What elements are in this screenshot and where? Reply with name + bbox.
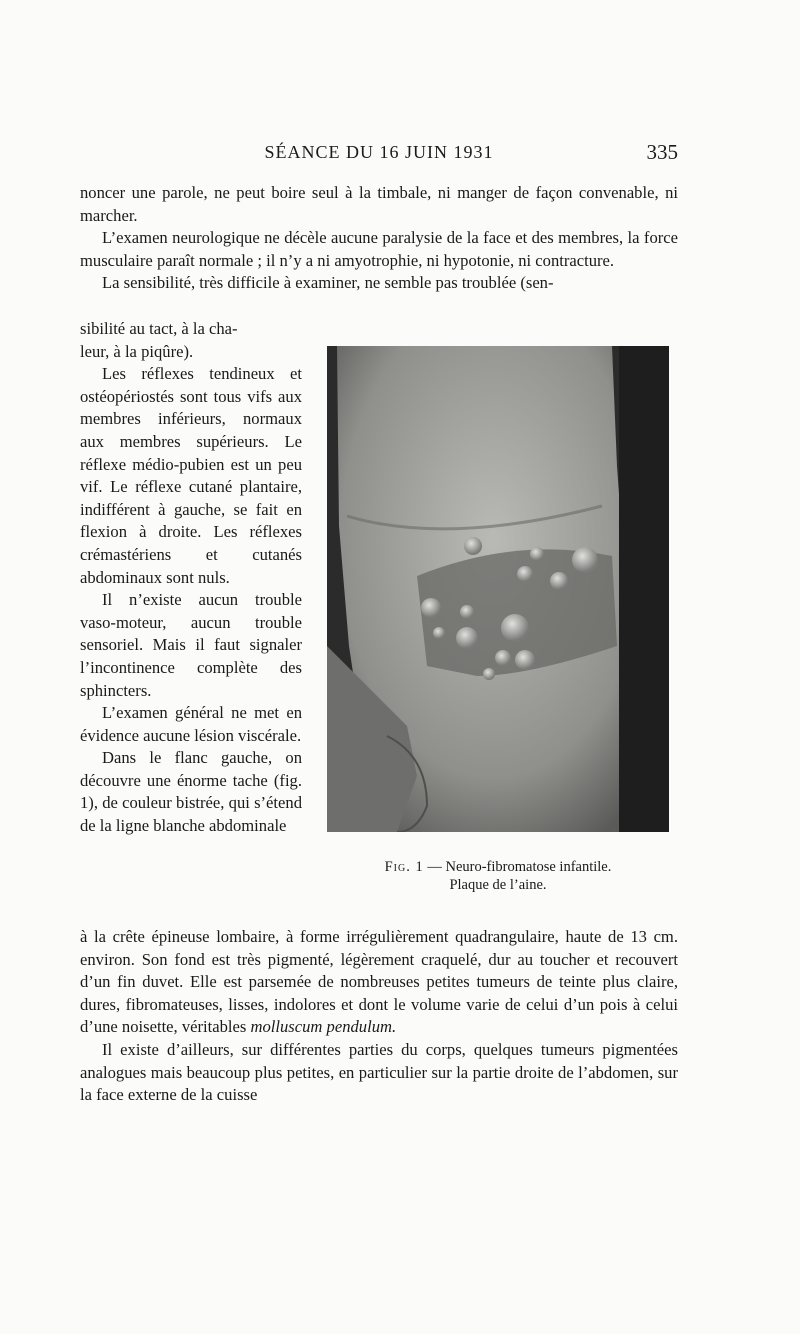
- molluscum-term: molluscum pendulum.: [250, 1017, 397, 1037]
- tache-text: à la crête épineuse lombaire, à forme irrégulièrement quadrangulaire, haute de 13 cm. environ. Son fond est très pigmenté, légèrement craquelé, dur au toucher et recouvert d’un fin duvet. Elle est parsemée de nombreuses petites tumeurs de teinte plus claire, dures, fibromateuses, lisses, indolores et dont le volume varie de celui d’un pois à celui d’une noisette, véritables: [80, 927, 678, 1037]
- page-number: 335: [646, 140, 678, 164]
- paragraph-vasomotor: Il n’existe aucun trouble vaso-moteur, aucun trouble sensoriel. Mais il faut signaler l’incontinence complète des sphincters.: [80, 590, 302, 700]
- paragraph-flank: Dans le flanc gauche, on découvre une énorme tache (fig. 1), de couleur bistrée, qui s’étend de la ligne blanche abdominale: [80, 748, 302, 836]
- figure-label: Fig. 1: [384, 859, 424, 875]
- caption-line-1: [327, 858, 669, 876]
- bottom-text-block: [80, 926, 678, 1107]
- caption-title: — Neuro-fibromatose infantile.: [427, 859, 612, 875]
- paragraph-other-tumours: Il existe d’ailleurs, sur différentes parties du corps, quelques tumeurs pigmentées analogues mais beaucoup plus petites, en particulier sur la partie droite de l’abdomen, sur la face externe de la cuisse: [80, 1039, 678, 1105]
- running-title: SÉANCE DU 16 JUIN 1931: [264, 142, 494, 162]
- left-line-1: sibilité au tact, à la cha-: [80, 319, 238, 338]
- photo-illustration: [327, 346, 669, 832]
- paragraph-sensibility-start: La sensibilité, très difficile à examiner, ne semble pas troublée (sen-: [102, 273, 554, 293]
- paragraph-reflexes: Les réflexes tendineux et ostéopériostés sont tous vifs aux membres inférieurs, normaux aux membres supérieurs. Le réflexe médio-pubien est un peu vif. Le réflexe cutané plantaire, indifférent à gauche, se fait en flexion à droite. Les réflexes crémastériens et cutanés abdominaux sont nuls.: [80, 364, 302, 587]
- paragraph-continuation: noncer une parole, ne peut boire seul à la timbale, ni manger de façon convenable, ni marcher.: [80, 183, 678, 225]
- left-line-2: leur, à la piqûre).: [80, 341, 194, 361]
- page-header: [80, 138, 678, 172]
- paragraph-neurological-exam: L’examen neurologique ne décèle aucune paralysie de la face et des membres, la force musculaire paraît normale ; il n’y a ni amyotrophie, ni hypotonie, ni contracture.: [80, 228, 678, 270]
- figure-caption: [327, 858, 669, 894]
- top-text-block: [80, 182, 678, 295]
- figure-photograph: [327, 346, 669, 832]
- caption-line-2: Plaque de l’aine.: [449, 877, 547, 893]
- left-column: [80, 318, 302, 838]
- paragraph-general-exam: L’examen général ne met en évidence aucune lésion viscérale.: [80, 703, 302, 745]
- paragraph-tache-continued: [80, 926, 678, 1039]
